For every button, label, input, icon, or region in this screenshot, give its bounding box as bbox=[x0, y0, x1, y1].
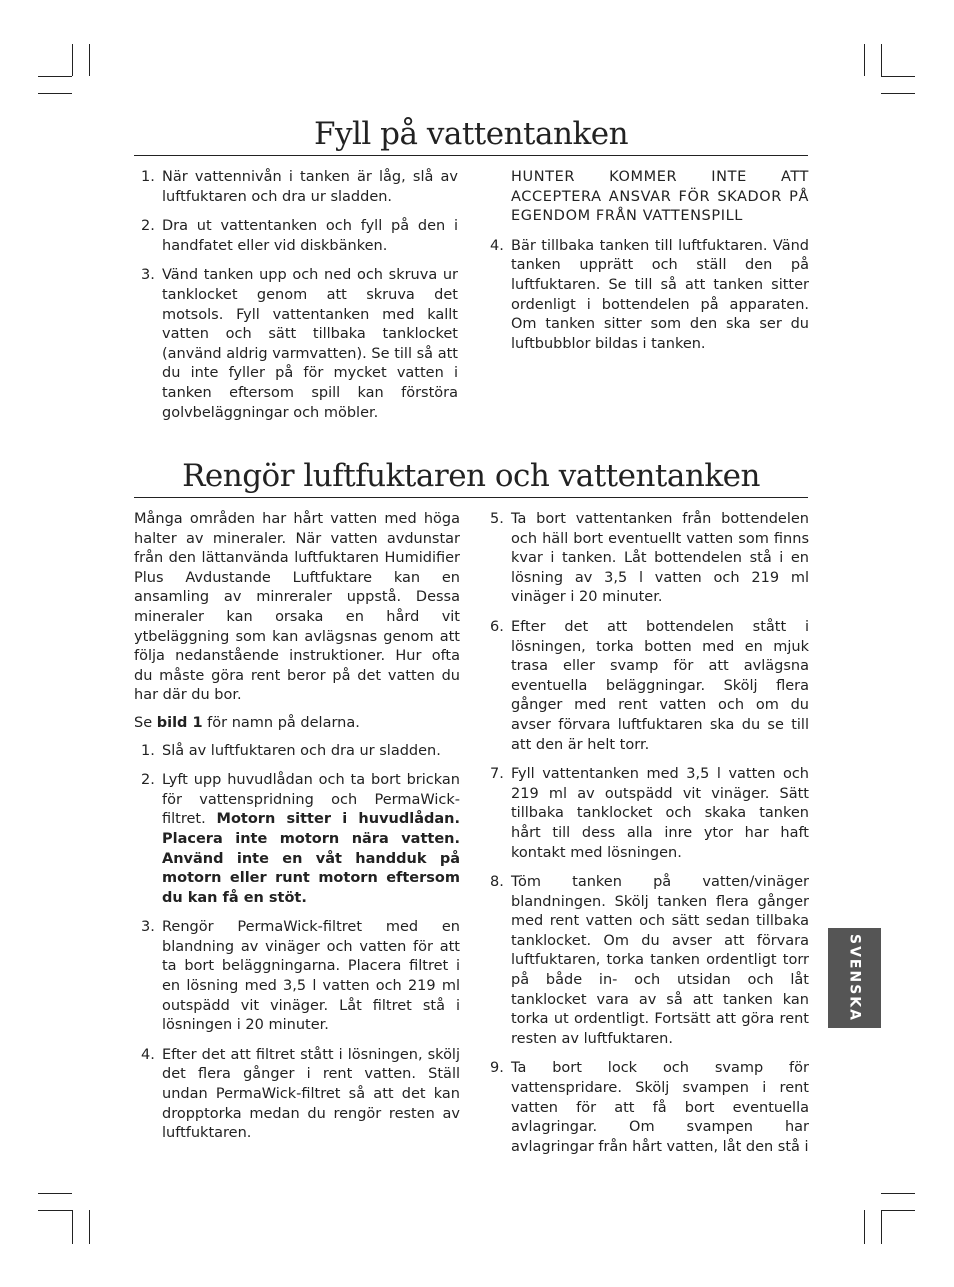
motor-warning: Motorn sitter i huvudlådan. Placera inte motorn nära vatten. Använd inte en våt handduk på motorn eller runt motorn eftersom du kan få en stöt. bbox=[162, 811, 460, 906]
list-item: 7. Fyll vattentanken med 3,5 l vatten och 219 ml av outspädd vit vinäger. Sätt tillbaka tanklocket och skaka tanken hårt till dess alla inre ytor har haft kontakt med lösningen. bbox=[490, 766, 809, 861]
list-item: 6. Efter det att bottendelen stått i lösningen, torka botten med en mjuk trasa eller svamp för att avlägsna eventuella beläggningar. Skölj flera gånger med rent vatten och om du avser förvara luftfuktaren ska du se till att den är helt torr. bbox=[490, 618, 809, 753]
list-item: 5. Ta bort vattentanken från bottendelen och häll bort eventuellt vatten som finns kvar i tanken. Låt bottendelen stå i en lösning av 3,5 l vatten och 219 ml vinäger i 20 minuter. bbox=[490, 511, 809, 606]
list-item: 4. Bär tillbaka tanken till luftfuktaren. Vänd tanken upprätt och ställ den på luftfuktaren. Se till så att tanken sitter ordenligt i bottendelen på apparaten. Om tanken sitter som den ska ser du luftbubblor bildas i tanken. bbox=[490, 237, 809, 352]
section2-left-column bbox=[134, 510, 460, 1154]
language-tab bbox=[828, 928, 881, 1028]
list-item: 8. Töm tanken på vatten/vinäger blandningen. Skölj tanken flera gånger med rent vatten och sätt sedan tillbaka tanklocket. Om du avser att förvara luftfuktaren, torka tanken ordentligt torr på både in- och utsidan och låt tanklocket vara av så att tanken kan torka ut ordentligt. Fortsätt att göra rent resten av luftfuktaren. bbox=[490, 874, 809, 1047]
language-tab-label: SVENSKA bbox=[846, 934, 863, 1022]
list-item: 2. Lyft upp huvudlådan och ta bort brickan för vattenspridning och PermaWick-filtret. Motorn sitter i huvudlådan. Placera inte motorn nära vatten. Använd inte en våt handduk på motorn eller runt motorn eftersom du kan få en stöt. bbox=[141, 772, 460, 906]
intro-paragraph: Många områden har hårt vatten med höga halter av mineraler. När vatten avdunstar från den lättanvända luftfuktaren Humidifier Plus Avdustande Luftfuktare kan en ansamling av minreraler uppstå. Dessa mineraler kan orsaka en hård vit ytbeläggning som kan avlägsnas genom att följa nedanstående instruktioner. Hur ofta du måste göra rent beror på det vatten du har där du bor. bbox=[134, 511, 460, 704]
list-item: 3. Vänd tanken upp och ned och skruva ur tanklocket genom att skruva det motsols. Fyll vattentanken med kallt vatten och sätt tillbaka tanklocket (använd aldrig varmvatten). Se till så att du inte fyller på för mycket vatten i tanken eftersom spill kan förstöra golvbeläggningar och möbler. bbox=[141, 267, 458, 421]
section2-right-column bbox=[483, 510, 809, 1167]
list-item: 2. Dra ut vattentanken och fyll på den i handfatet eller vid diskbänken. bbox=[141, 218, 458, 254]
section1-right-column bbox=[483, 168, 809, 364]
figure-reference: bild 1 bbox=[156, 714, 203, 731]
list-item: 9. Ta bort lock och svamp för vattenspridare. Skölj svampen i rent vatten för att få bort eventuella avlagringar. Om svampen har avlagringar från hårt vatten, låt den stå i bbox=[490, 1060, 809, 1155]
section1-left-column bbox=[134, 168, 458, 433]
see-figure-note: Se bild 1 för namn på delarna. bbox=[134, 714, 360, 731]
section-title-fill-tank: Fyll på vattentanken bbox=[134, 117, 808, 156]
list-item: 1. Slå av luftfuktaren och dra ur sladden. bbox=[141, 742, 441, 759]
list-item: 4. Efter det att filtret stått i lösningen, skölj det flera gånger i rent vatten. Ställ undan PermaWick-filtret så att det kan dropptorka medan du rengör resten av luftfuktaren. bbox=[141, 1046, 460, 1142]
section-title-clean: Rengör luftfuktaren och vattentanken bbox=[134, 459, 808, 498]
list-item: 1. När vattennivån i tanken är låg, slå av luftfuktaren och dra ur sladden. bbox=[141, 169, 458, 205]
list-item: 3. Rengör PermaWick-filtret med en blandning av vinäger och vatten för att ta bort beläggningarna. Placera filtret i en lösning med 3,5 l vatten och 219 ml outspädd vit vinäger. Låt filtret stå i lösningen i 20 minuter. bbox=[141, 919, 460, 1034]
warning-text: HUNTER KOMMER INTE ATT ACCEPTERA ANSVAR FÖR SKADOR PÅ EGENDOM FRÅN VATTENSPILL bbox=[511, 169, 809, 225]
